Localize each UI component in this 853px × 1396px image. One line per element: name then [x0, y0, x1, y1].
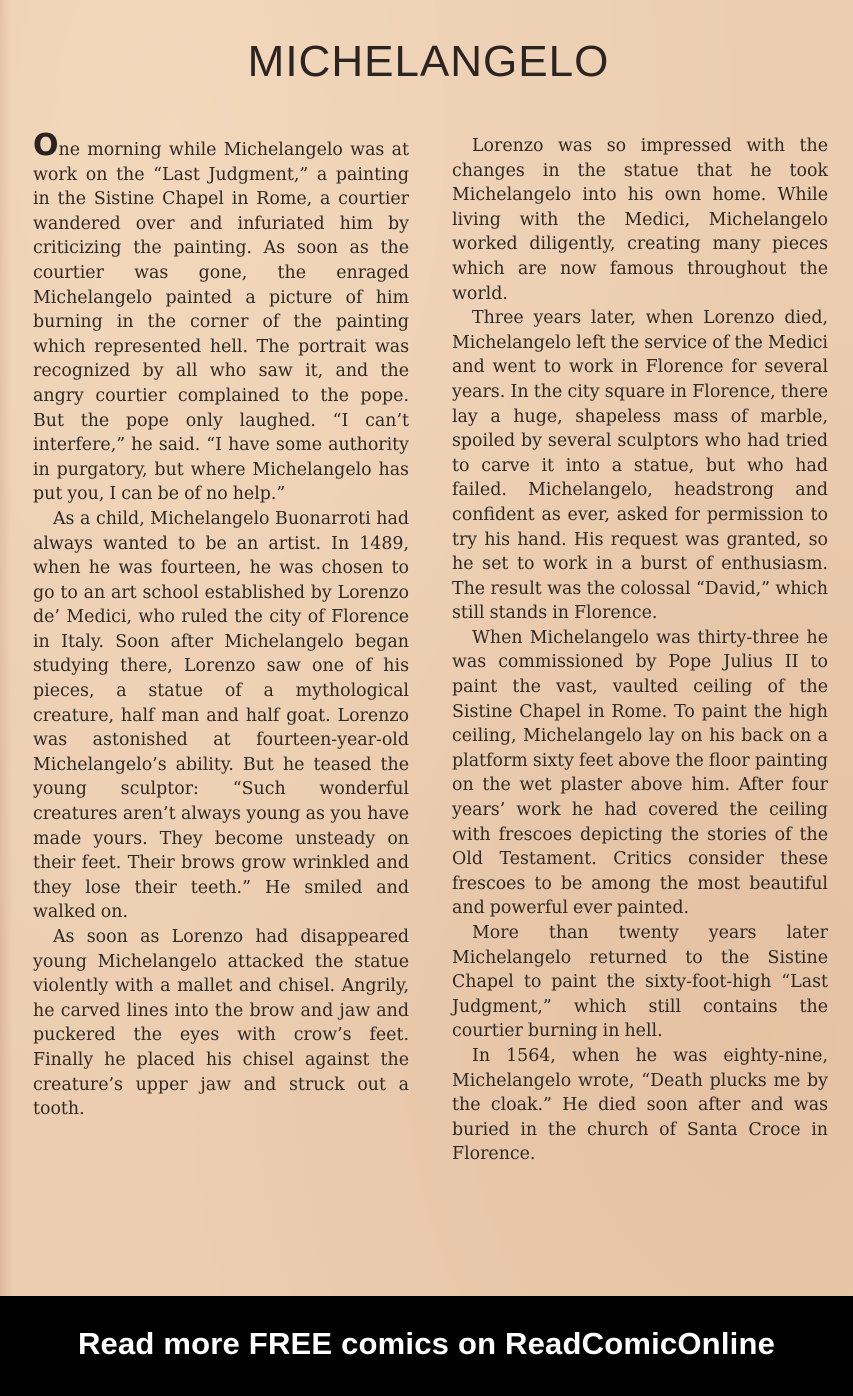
paragraph: Three years later, when Lorenzo died, Michelangelo left the service of the Medici and went to work in Florence for several years. In the city square in Florence, there lay a huge, shapeless mass of marble, spoiled by several sculptors who had tried to carve it into a statue, but who had failed. Michelangelo, headstrong and confident as ever, asked for permission to try his hand. His request was granted, so he set to work in a burst of enthusiasm. The result was the colossal “David,” which still stands in Florence.: [452, 308, 828, 624]
paragraph: As a child, Michelangelo Buonarroti had always wanted to be an artist. In 1489, when he was fourteen, he was chosen to go to an art school established by Lorenzo de’ Medici, who ruled the city of Florence in Italy. Soon after Michelangelo began studying there, Lorenzo saw one of his pieces, a statue of a mythological creature, half man and half goat. Lorenzo was astonished at fourteen-year-old Michelangelo’s ability. But he teased the young sculptor: “Such wonderful creatures aren’t always young as you have made yours. They become unsteady on their feet. Their brows grow wrinkled and they lose their teeth.” He smiled and walked on.: [33, 508, 409, 923]
paragraph: As soon as Lorenzo had disappeared young Michelangelo attacked the statue violently with a mallet and chisel. Angrily, he carved lines into the brow and jaw and puckered the eyes with crow’s feet. Finally he placed his chisel against the creature’s upper jaw and struck out a tooth.: [33, 927, 409, 1120]
paragraph: Lorenzo was so impressed with the changes in the statue that he took Michelangelo into his own home. While living with the Medici, Michelangelo worked diligently, creating many pieces which are now famous throughout the world.: [452, 136, 828, 304]
paragraph: In 1564, when he was eighty-nine, Michelangelo wrote, “Death plucks me by the cloak.” He died soon after and was buried in the church of Santa Croce in Florence.: [452, 1045, 828, 1165]
paragraph: More than twenty years later Michelangelo returned to the Sistine Chapel to paint the sixty-foot-high “Last Judgment,” which still contains the courtier burning in hell.: [452, 923, 828, 1042]
paragraph: When Michelangelo was thirty-three he was commissioned by Pope Julius II to paint the vast, vaulted ceiling of the Sistine Chapel in Rome. To paint the high ceiling, Michelangelo lay on his back on a platform sixty feet above the floor painting on the wet plaster above him. After four years’ work he had covered the ceiling with frescoes depicting the stories of the Old Testament. Critics consider these frescoes to be among the most beautiful and powerful ever painted.: [452, 627, 828, 919]
article-title: MICHELANGELO: [247, 37, 610, 86]
drop-cap: O: [33, 128, 59, 163]
right-column: [452, 134, 828, 1167]
promo-banner[interactable]: [0, 1296, 853, 1396]
paragraph-text: ne morning while Michelangelo was at work on the “Last Judgment,” a painting in the Sistine Chapel in Rome, a courtier wandered over and infuriated him by criticizing the painting. As soon as the courtier was gone, the enraged Michelangelo painted a picture of him burning in the corner of the painting which represented hell. The portrait was recognized by all who saw it, and the angry courtier complained to the pope. But the pope only laughed. “I can’t interfere,” he said. “I have some authority in purgatory, but where Michelangelo has put you, I can be of no help.”: [33, 140, 409, 505]
paragraph: [33, 128, 409, 507]
promo-banner-text[interactable]: Read more FREE comics on ReadComicOnline: [77, 1326, 776, 1361]
left-column: [33, 128, 409, 1122]
